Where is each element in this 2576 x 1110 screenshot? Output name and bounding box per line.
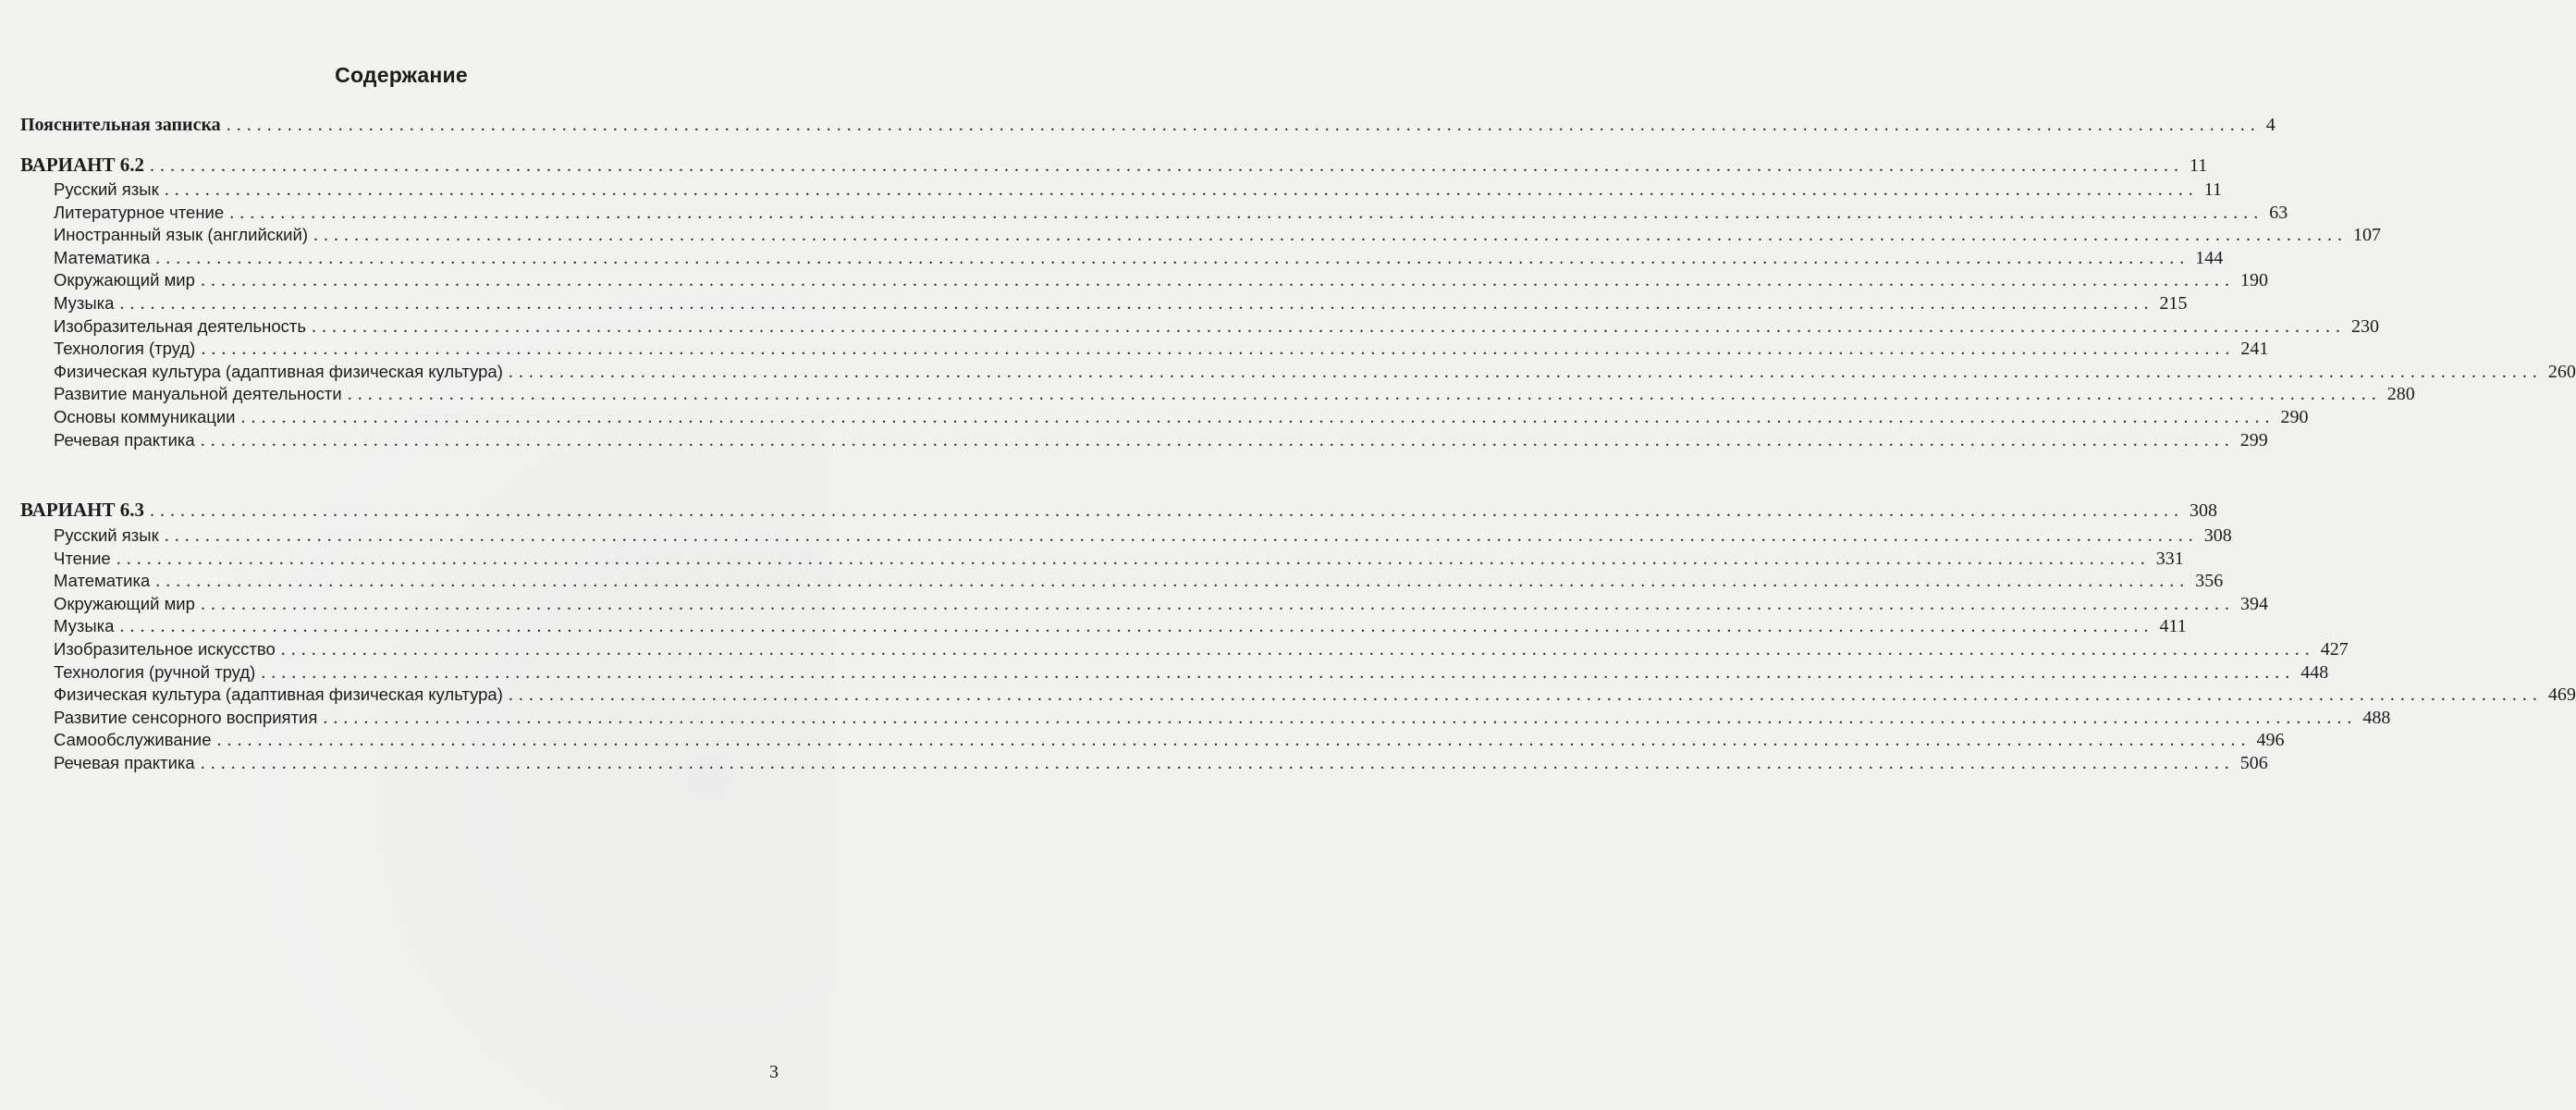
toc-entry-page: 496 <box>2256 730 2285 751</box>
toc-entry-page: 448 <box>2300 661 2329 683</box>
dot-leader: ........................................................................................................................................................................................................ <box>240 407 2275 427</box>
toc-entry-label: Окружающий мир <box>54 593 195 613</box>
toc-section-page: 11 <box>2190 155 2208 176</box>
toc-entry-page: 411 <box>2159 616 2187 637</box>
toc-entry <box>54 639 2349 660</box>
toc-entry-label: Математика <box>54 247 151 267</box>
dot-leader: ........................................................................................................................................................................................................ <box>164 179 2199 200</box>
toc-entry-label: Иностранный язык (английский) <box>54 225 308 245</box>
toc-entry-label: Основы коммуникации <box>54 407 236 426</box>
toc-entry <box>54 616 2187 637</box>
toc-entry <box>54 753 2268 774</box>
dot-leader: ........................................................................................................................................................................................................ <box>150 500 2185 521</box>
toc-entry <box>54 661 2329 684</box>
dot-leader: ........................................................................................................................................................................................................ <box>261 661 2296 683</box>
dot-leader: ........................................................................................................................................................................................................ <box>226 115 2261 135</box>
toc-entry-label: Развитие мануальной деятельности <box>54 384 342 404</box>
toc-entry-page: 488 <box>2362 707 2391 728</box>
toc-section-variant <box>20 154 2208 177</box>
dot-leader: ........................................................................................................................................................................................................ <box>155 571 2190 592</box>
toc-entry-page: 308 <box>2203 525 2232 546</box>
dot-leader: ........................................................................................................................................................................................................ <box>155 247 2190 268</box>
toc-section-page: 308 <box>2190 500 2218 521</box>
toc-entry-label: Окружающий мир <box>54 270 195 290</box>
dot-leader: ........................................................................................................................................................................................................ <box>201 339 2236 360</box>
toc-entry <box>54 571 2224 592</box>
toc-entry <box>54 361 2576 383</box>
dot-leader: ........................................................................................................................................................................................................ <box>229 202 2264 223</box>
dot-leader: ........................................................................................................................................................................................................ <box>200 753 2235 773</box>
toc-entry <box>54 202 2288 224</box>
toc-entry-label: Музыка <box>54 293 115 313</box>
toc-entry-page: 394 <box>2239 593 2268 614</box>
toc-entry-page: 427 <box>2320 639 2349 660</box>
toc-entry-label: Технология (труд) <box>54 339 196 359</box>
toc-entry-page: 290 <box>2280 407 2309 427</box>
dot-leader: ........................................................................................................................................................................................................ <box>323 707 2358 728</box>
dot-leader: ........................................................................................................................................................................................................ <box>164 525 2199 546</box>
toc-entry <box>54 593 2268 615</box>
toc-entry-label: Математика <box>54 571 151 591</box>
toc-entry <box>54 707 2391 729</box>
toc-entry <box>54 270 2268 291</box>
toc-entry-intro <box>20 115 2275 136</box>
toc-entry <box>54 315 2380 338</box>
dot-leader: ........................................................................................................................................................................................................ <box>216 730 2251 751</box>
toc-entry-label: Изобразительное искусство <box>54 639 276 659</box>
toc-entry-page: 11 <box>2203 179 2222 200</box>
toc-entry-label: Изобразительная деятельность <box>54 315 307 336</box>
toc-entry <box>54 225 2381 246</box>
toc-entry-label: Музыка <box>54 616 115 636</box>
toc-entry-label: Технология (ручной труд) <box>54 661 256 682</box>
dot-leader: ........................................................................................................................................................................................................ <box>313 225 2348 246</box>
dot-leader: ........................................................................................................................................................................................................ <box>119 293 2154 314</box>
toc-entry-label: Пояснительная записка <box>20 115 221 135</box>
dot-leader: ........................................................................................................................................................................................................ <box>280 639 2315 660</box>
dot-leader: ........................................................................................................................................................................................................ <box>200 429 2235 450</box>
toc-entry-page: 331 <box>2155 548 2184 569</box>
toc-entry-page: 4 <box>2265 115 2275 135</box>
toc-section-variant <box>20 499 2218 522</box>
toc-entry <box>54 525 2232 547</box>
toc-entry <box>54 293 2188 314</box>
toc-section-label: ВАРИАНТ 6.2 <box>20 154 145 176</box>
toc-entry <box>54 548 2184 570</box>
toc-entry <box>54 407 2309 428</box>
toc-section-label: ВАРИАНТ 6.3 <box>20 499 145 521</box>
dot-leader: ........................................................................................................................................................................................................ <box>508 684 2543 706</box>
toc-entry-page: 63 <box>2269 202 2288 223</box>
toc-entry <box>54 179 2222 201</box>
toc-entry-page: 144 <box>2195 247 2224 268</box>
dot-leader: ........................................................................................................................................................................................................ <box>508 361 2543 382</box>
page-number: 3 <box>769 1062 779 1082</box>
dot-leader: ........................................................................................................................................................................................................ <box>150 155 2185 176</box>
toc-entry <box>54 730 2285 751</box>
toc-entry-page: 299 <box>2239 429 2268 450</box>
toc-entry-page: 280 <box>2386 384 2415 405</box>
toc-entry-label: Самообслуживание <box>54 730 212 750</box>
toc-entry-page: 107 <box>2352 225 2381 246</box>
toc-entry <box>54 339 2269 360</box>
dot-leader: ........................................................................................................................................................................................................ <box>347 384 2382 405</box>
toc-entry-page: 260 <box>2547 361 2576 382</box>
dot-leader: ........................................................................................................................................................................................................ <box>119 616 2154 637</box>
toc-entry-page: 469 <box>2547 684 2576 706</box>
toc-entry-label: Русский язык <box>54 179 159 199</box>
dot-leader: ........................................................................................................................................................................................................ <box>312 315 2347 337</box>
toc-entry-page: 356 <box>2195 571 2224 592</box>
dot-leader: ........................................................................................................................................................................................................ <box>200 270 2235 291</box>
toc-entry-page: 230 <box>2351 315 2380 337</box>
toc-entry-page: 506 <box>2239 753 2268 773</box>
toc-entry-label: Чтение <box>54 548 111 568</box>
toc-entry-page: 215 <box>2159 293 2188 314</box>
toc-entry <box>54 429 2268 451</box>
toc-entry-page: 241 <box>2240 339 2269 360</box>
toc-entry-label: Физическая культура (адаптивная физическая культура) <box>54 684 503 705</box>
toc-entry <box>54 684 2576 706</box>
toc-entry-page: 190 <box>2239 270 2268 291</box>
toc-entry-label: Речевая практика <box>54 429 195 450</box>
toc-entry <box>54 247 2224 269</box>
toc-entry-label: Русский язык <box>54 525 159 545</box>
page-title: Содержание <box>335 63 468 87</box>
dot-leader: ........................................................................................................................................................................................................ <box>200 593 2235 614</box>
toc-entry-label: Развитие сенсорного восприятия <box>54 707 318 727</box>
toc-entry <box>54 384 2415 405</box>
toc-entry-label: Литературное чтение <box>54 202 225 222</box>
toc-entry-label: Физическая культура (адаптивная физическая культура) <box>54 361 503 381</box>
toc-entry-label: Речевая практика <box>54 753 195 772</box>
dot-leader: ........................................................................................................................................................................................................ <box>116 548 2151 569</box>
